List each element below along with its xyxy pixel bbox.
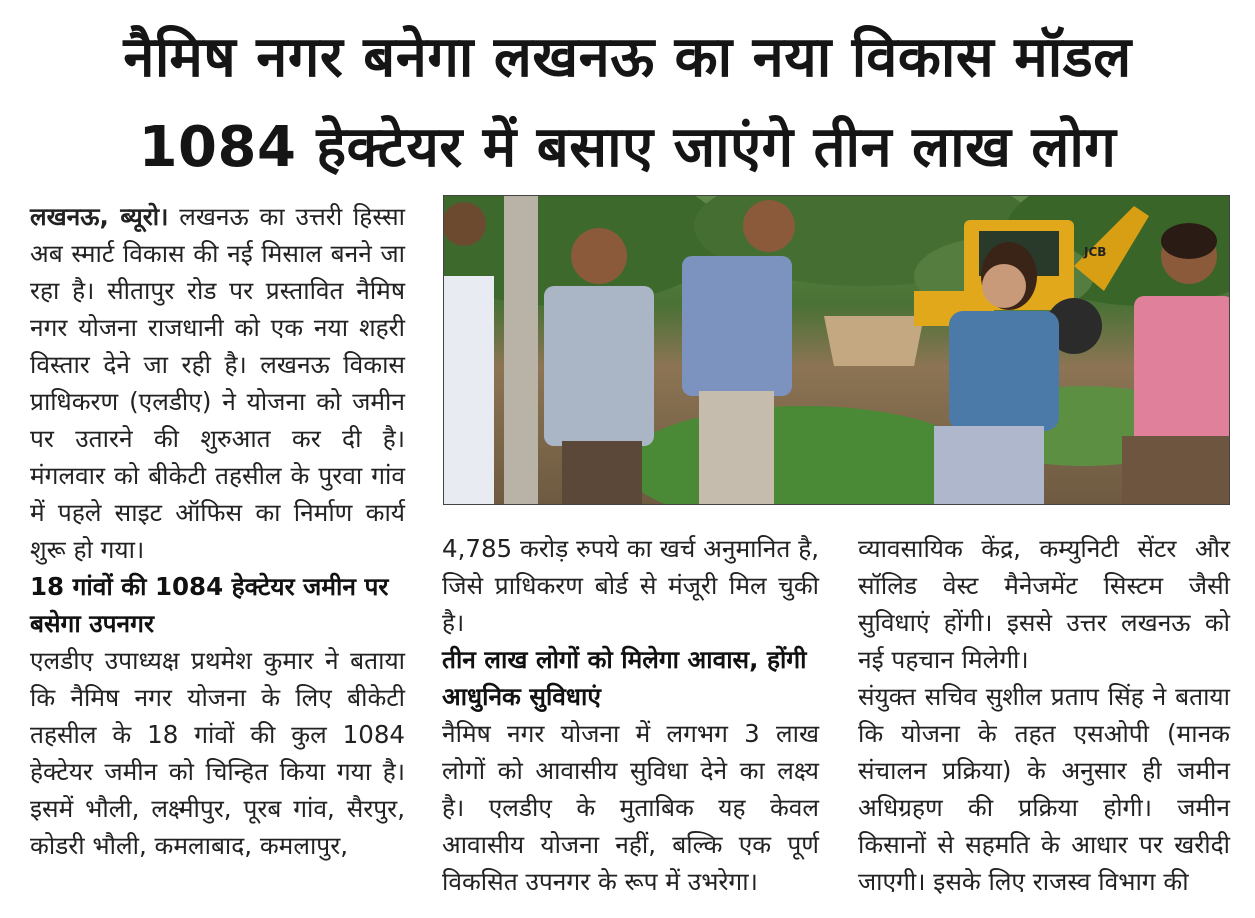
news-photo (443, 195, 1230, 505)
col2-subheading: तीन लाख लोगों को मिलेगा आवास, होंगी आधुनिक सुविधाएं (442, 645, 807, 711)
excavator-brand: JCB (1084, 245, 1107, 259)
headline-line-2: 1084 हेक्टेयर में बसाए जाएंगे तीन लाख लोग (138, 115, 1117, 180)
col3-intro-paragraph: व्यावसायिक केंद्र, कम्युनिटी सेंटर और सॉलिड वेस्ट मैनेजमेंट सिस्टम जैसी सुविधाएं होंगी। इससे उत्तर लखनऊ को नई पहचान मिलेगी। (858, 534, 1230, 674)
col3-body-paragraph: संयुक्त सचिव सुशील प्रताप सिंह ने बताया कि योजना के तहत एसओपी (मानक संचालन प्रक्रिया) के अनुसार ही जमीन अधिग्रहण की प्रक्रिया होगी। जमीन किसानों से सहमति के आधार पर खरीदी जाएगी। इसके लिए राजस्व विभाग की (858, 682, 1230, 896)
col1-intro-text: लखनऊ का उत्तरी हिस्सा अब स्मार्ट विकास की नई मिसाल बनने जा रहा है। सीतापुर रोड पर प्रस्तावित नैमिष नगर योजना राजधानी को एक नया शहरी विस्तार देने जा रही है। लखनऊ विकास प्राधिकरण (एलडीए) ने योजना को जमीन पर उतारने की शुरुआत कर दी है। मंगलवार को बीकेटी तहसील के पुरवा गांव में पहले साइट ऑफिस का निर्माण कार्य शुरू हो गया। (30, 202, 405, 564)
col1-body-paragraph: एलडीए उपाध्यक्ष प्रथमेश कुमार ने बताया कि नैमिष नगर योजना के लिए बीकेटी तहसील के 18 गांवों की कुल 1084 हेक्टेयर जमीन को चिन्हित किया गया है। इसमें भौली, लक्ष्मीपुर, पूरब गांव, सैरपुर, कोडरी भौली, कमलाबाद, कमलापुर, (30, 646, 405, 860)
dateline: लखनऊ, ब्यूरो। (30, 202, 169, 231)
col2-intro-paragraph: 4,785 करोड़ रुपये का खर्च अनुमानित है, जिसे प्राधिकरण बोर्ड से मंजूरी मिल चुकी है। (442, 534, 819, 637)
col2-body-paragraph: नैमिष नगर योजना में लगभग 3 लाख लोगों को आवासीय सुविधा देने का लक्ष्य है। एलडीए के मुताबिक यह केवल आवासीय योजना नहीं, बल्कि एक पूर्ण विकसित उपनगर के रूप में उभरेगा। (442, 719, 819, 896)
headline-line-1: नैमिष नगर बनेगा लखनऊ का नया विकास मॉडल (123, 25, 1132, 90)
article-column-2 (442, 530, 819, 900)
article-column-3 (858, 530, 1230, 900)
article-column-1 (30, 198, 405, 864)
col1-subheading: 18 गांवों की 1084 हेक्टेयर जमीन पर बसेगा उपनगर (30, 572, 389, 638)
col1-intro-paragraph (30, 198, 405, 568)
